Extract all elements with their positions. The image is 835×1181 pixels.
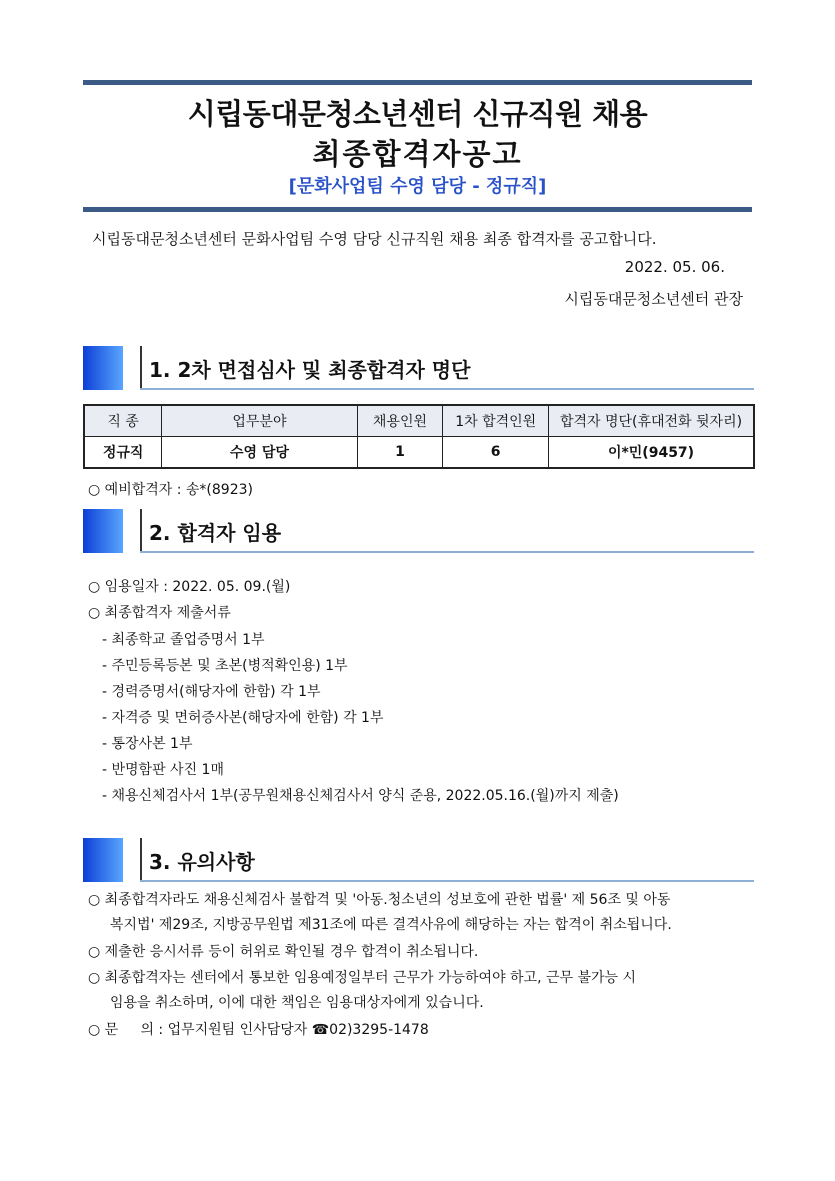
list-item: - 최종학교 졸업증명서 1부	[102, 632, 265, 648]
table-header: 업무분야	[162, 405, 357, 437]
table-cell: 정규직	[84, 437, 162, 469]
notice-item: ○ 제출한 응시서류 등이 허위로 확인될 경우 합격이 취소됩니다.	[88, 944, 479, 960]
section-2-header	[83, 509, 754, 553]
notice-item-continued: 임용을 취소하며, 이에 대한 책임은 임용대상자에게 있습니다.	[110, 995, 484, 1011]
section-marker-icon	[83, 509, 123, 553]
list-item: - 경력증명서(해당자에 한함) 각 1부	[102, 684, 321, 700]
list-item: - 통장사본 1부	[102, 736, 193, 752]
table-header: 1차 합격인원	[443, 405, 549, 437]
section-1-title: 1. 2차 면접심사 및 최종합격자 명단	[149, 358, 471, 382]
section-3-header	[83, 838, 754, 882]
table-cell: 이*민(9457)	[549, 437, 754, 469]
table-cell: 수영 담당	[162, 437, 357, 469]
top-rule	[83, 80, 752, 85]
page-title-line2: 최종합격자공고	[312, 137, 523, 171]
section-1-header	[83, 346, 754, 390]
list-item: - 반명함판 사진 1매	[102, 762, 224, 778]
notice-item-continued: 복지법' 제29조, 지방공무원법 제31조에 따른 결격사유에 해당하는 자는 합격이 취소됩니다.	[110, 917, 672, 933]
section-marker-icon	[83, 346, 123, 390]
table-header: 합격자 명단(휴대전화 뒷자리)	[549, 405, 754, 437]
list-item: - 채용신체검사서 1부(공무원채용신체검사서 양식 준용, 2022.05.16.(월)까지 제출)	[102, 788, 619, 804]
table-row	[84, 437, 754, 469]
contact-info: ○ 문 의 : 업무지원팀 인사담당자 ☎02)3295-1478	[88, 1022, 429, 1038]
table-header-row	[84, 405, 754, 437]
page-title: 시립동대문청소년센터 신규직원 채용	[187, 97, 648, 131]
bottom-rule	[83, 207, 752, 212]
result-table	[83, 404, 755, 469]
appointment-date: ○ 임용일자 : 2022. 05. 09.(월)	[88, 579, 291, 595]
reserve-passer-note: ○ 예비합격자 : 송*(8923)	[88, 482, 253, 498]
table-header: 채용인원	[357, 405, 443, 437]
intro-text: 시립동대문청소년센터 문화사업팀 수영 담당 신규직원 채용 최종 합격자를 공고합니다.	[92, 230, 657, 248]
table-header: 직 종	[84, 405, 162, 437]
section-2-title: 2. 합격자 임용	[149, 521, 282, 545]
list-item: - 자격증 및 면허증사본(해당자에 한함) 각 1부	[102, 710, 384, 726]
table-cell: 6	[443, 437, 549, 469]
section-marker-icon	[83, 838, 123, 882]
section-3-title: 3. 유의사항	[149, 850, 255, 874]
notice-item: ○ 최종합격자는 센터에서 통보한 임용예정일부터 근무가 가능하여야 하고, 근무 불가능 시	[88, 970, 637, 986]
documents-heading: ○ 최종합격자 제출서류	[88, 605, 231, 621]
table-cell: 1	[357, 437, 443, 469]
signature: 시립동대문청소년센터 관장	[564, 290, 743, 308]
page-subtitle: [문화사업팀 수영 담당 - 정규직]	[288, 176, 547, 197]
list-item: - 주민등록등본 및 초본(병적확인용) 1부	[102, 658, 348, 674]
announcement-date: 2022. 05. 06.	[624, 258, 725, 276]
notice-item: ○ 최종합격자라도 채용신체검사 불합격 및 '아동.청소년의 성보호에 관한 법률' 제 56조 및 아동	[88, 892, 671, 908]
